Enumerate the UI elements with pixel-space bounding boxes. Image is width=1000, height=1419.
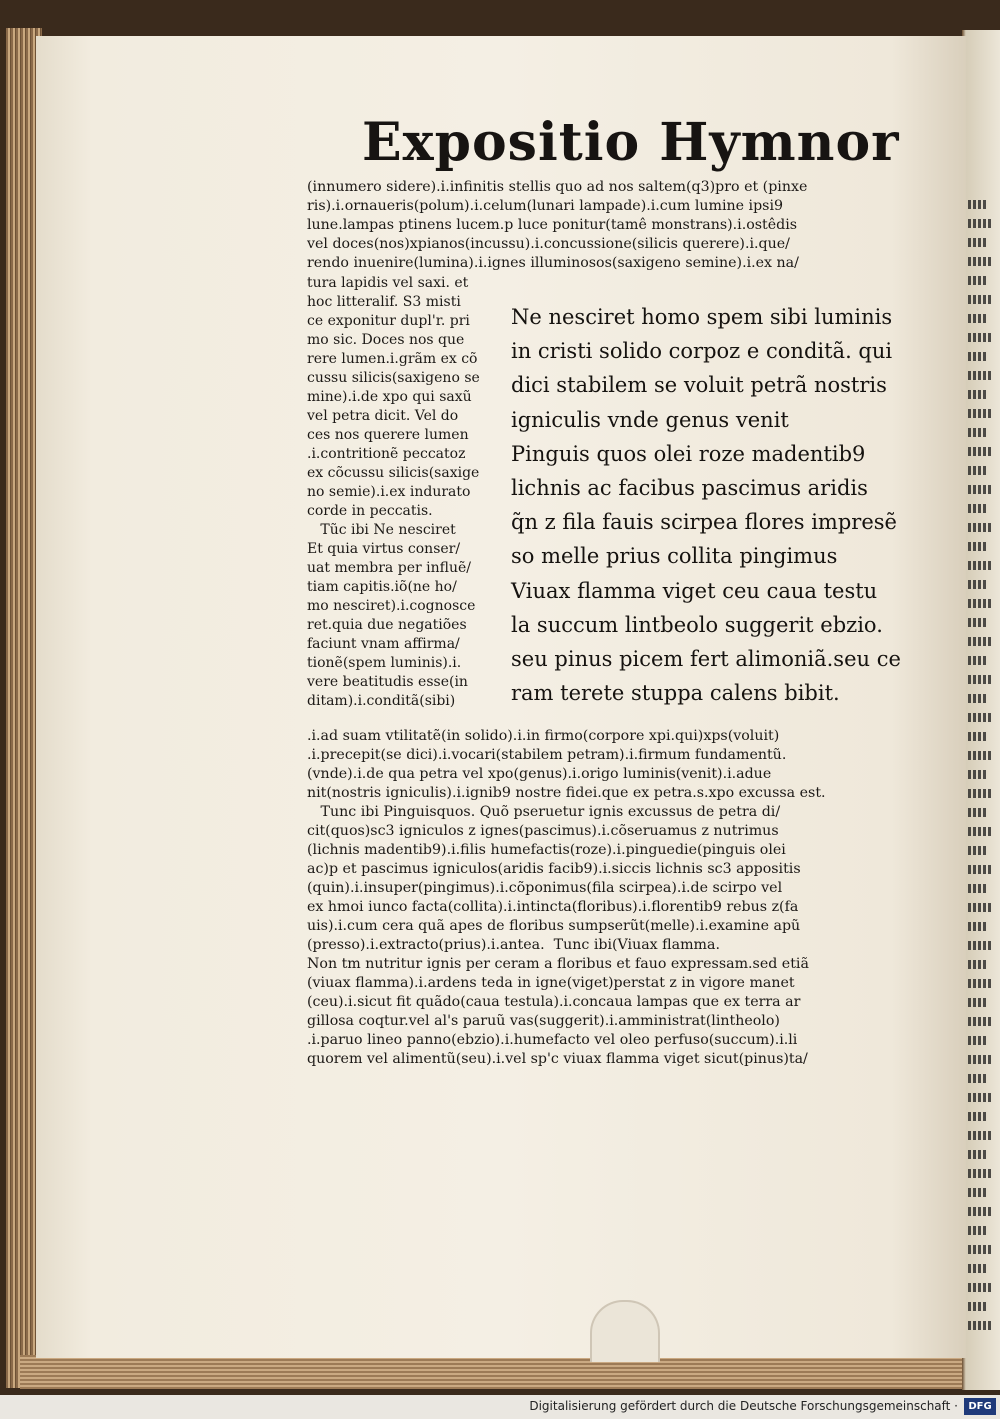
facing-page-text-fragment (968, 1150, 986, 1159)
facing-page-text-fragment (968, 485, 993, 494)
gloss-line: (vnde).i.de qua petra vel xpo(genus).i.origo luminis(venit).i.adue (307, 766, 772, 782)
gloss-line: (presso).i.extracto(prius).i.antea. Tunc ibi(Viuax flamma. (307, 937, 720, 953)
hymn-line: ram terete stuppa calens bibit. (511, 681, 840, 706)
facing-page-text-fragment (968, 808, 986, 817)
gloss-line: Tũc ibi Ne nesciret (307, 522, 456, 538)
gloss-line: ret.quia due negatiões (307, 617, 467, 633)
gloss-line: lune.lampas ptinens lucem.p luce ponitur(tamê monstrans).i.ostêdis (307, 217, 798, 233)
facing-page-text-fragment (968, 447, 993, 456)
gloss-line: ces nos querere lumen (307, 427, 469, 443)
facing-page-text-fragment (968, 523, 993, 532)
gloss-top (307, 178, 807, 273)
gloss-line: (lichnis madentib9).i.filis humefactis(roze).i.pinguedie(pinguis olei (307, 842, 786, 858)
hymn-line: lichnis ac facibus pascimus aridis (511, 476, 868, 501)
facing-page-text-fragment (968, 884, 986, 893)
gloss-line: vere beatitudis esse(in (307, 674, 468, 690)
gloss-line: tionẽ(spem luminis).i. (307, 655, 462, 671)
footer-credit: Digitalisierung gefördert durch die Deutsche Forschungsgemeinschaft · (529, 1399, 958, 1413)
facing-page-text-fragment (968, 1055, 993, 1064)
gloss-line: tura lapidis vel saxi. et (307, 275, 469, 291)
facing-page-text-fragment (968, 371, 993, 380)
gloss-line: .i.paruo lineo panno(ebzio).i.humefacto vel oleo perfuso(succum).i.li (307, 1032, 798, 1048)
gloss-line: mo sic. Doces nos que (307, 332, 465, 348)
gloss-line: uis).i.cum cera quã apes de floribus sumpserũt(melle).i.examine apũ (307, 918, 801, 934)
facing-page-text-fragment (968, 1169, 993, 1178)
gloss-line: (viuax flamma).i.ardens teda in igne(viget)perstat z in vigore manet (307, 975, 795, 991)
gloss-left-column (307, 274, 480, 711)
facing-page-edge (962, 30, 1000, 1390)
gloss-line: quorem vel alimentũ(seu).i.vel sp'c viuax flamma viget sicut(pinus)ta/ (307, 1051, 808, 1067)
book-bottom-edge (20, 1355, 970, 1389)
facing-page-text-fragment (968, 618, 986, 627)
gloss-line: gillosa coqtur.vel al's paruũ vas(suggerit).i.amministrat(lintheolo) (307, 1013, 780, 1029)
page-title: Expositio Hymnor (362, 112, 900, 173)
facing-page-text-fragment (968, 561, 993, 570)
gloss-line: ditam).i.conditã(sibi) (307, 693, 456, 709)
hymn-line: seu pinus picem fert alimoniã.seu ce (511, 647, 901, 672)
facing-page-text-fragment (968, 599, 993, 608)
facing-page-text-fragment (968, 960, 986, 969)
hymn-line: Viuax flamma viget ceu caua testu (511, 578, 878, 603)
facing-page-text-fragment (968, 656, 986, 665)
gloss-line: Et quia virtus conser/ (307, 541, 461, 557)
facing-page-text-fragment (968, 200, 986, 209)
page-clip (590, 1300, 660, 1362)
gloss-line: ris).i.ornaueris(polum).i.celum(lunari lampade).i.cum lumine ipsi9 (307, 198, 784, 214)
facing-page-text-fragment (968, 694, 986, 703)
facing-page-text-fragment (968, 276, 986, 285)
facing-page-text-fragment (968, 1131, 993, 1140)
gloss-line: (quin).i.insuper(pingimus).i.cõponimus(fila scirpea).i.de scirpo vel (307, 880, 783, 896)
facing-page-text-fragment (968, 979, 993, 988)
facing-page-text-fragment (968, 428, 986, 437)
facing-page-text-fragment (968, 998, 986, 1007)
facing-page-text-fragment (968, 1245, 993, 1254)
facing-page-text-fragment (968, 409, 993, 418)
facing-page-text-fragment (968, 504, 986, 513)
dfg-logo: DFG (964, 1398, 996, 1415)
hymn-line: q̃n z fila fauis scirpea flores impresẽ (511, 510, 897, 535)
facing-page-text-fragment (968, 846, 986, 855)
gloss-line: ex cõcussu silicis(saxige (307, 465, 480, 481)
facing-page-text-fragment (968, 1302, 986, 1311)
gloss-bottom (307, 727, 826, 1069)
gloss-line: (ceu).i.sicut fit quãdo(caua testula).i.concaua lampas que ex terra ar (307, 994, 801, 1010)
facing-page-text-fragment (968, 1264, 986, 1273)
facing-page-text-fragment (968, 1226, 986, 1235)
hymn-line: so melle prius collita pingimus (511, 544, 838, 569)
facing-page-text-fragment (968, 770, 986, 779)
facing-page-text-fragment (968, 238, 986, 247)
facing-page-text-fragment (968, 542, 986, 551)
gloss-line: rere lumen.i.grãm ex cõ (307, 351, 478, 367)
facing-page-text-fragment (968, 789, 993, 798)
facing-page-text-fragment (968, 1074, 986, 1083)
facing-page-text-fragment (968, 295, 993, 304)
facing-page-text-fragment (968, 352, 986, 361)
facing-page-text-fragment (968, 390, 986, 399)
facing-page-text-fragment (968, 1093, 993, 1102)
gloss-line: no semie).i.ex indurato (307, 484, 471, 500)
gloss-line: .i.precepit(se dici).i.vocari(stabilem petram).i.firmum fundamentũ. (307, 747, 787, 763)
facing-page-text-fragment (968, 637, 993, 646)
gloss-line: mo nesciret).i.cognosce (307, 598, 476, 614)
gloss-line: hoc litteralif. S3 misti (307, 294, 461, 310)
facing-page-text-fragment (968, 1283, 993, 1292)
hymn-line: in cristi solido corpoz e conditã. qui (511, 339, 893, 364)
gloss-line: uat membra per influẽ/ (307, 560, 471, 576)
facing-page-text-fragment (968, 827, 993, 836)
gloss-line: tiam capitis.iõ(ne ho/ (307, 579, 457, 595)
gloss-line: corde in peccatis. (307, 503, 433, 519)
facing-page-text-fragment (968, 1188, 986, 1197)
facing-page-text-fragment (968, 314, 986, 323)
gloss-line: .i.contritionẽ peccatoz (307, 446, 466, 462)
gloss-line: Tunc ibi Pinguisquos. Quõ pseruetur ignis excussus de petra di/ (307, 804, 781, 820)
footer-bar (0, 1395, 1000, 1419)
gloss-line: ac)p et pascimus igniculos(aridis facib9).i.siccis lichnis sc3 appositis (307, 861, 801, 877)
facing-page-text-fragment (968, 1017, 993, 1026)
facing-page-text-fragment (968, 941, 993, 950)
gloss-line: cit(quos)sc3 igniculos z ignes(pascimus).i.cõseruamus z nutrimus (307, 823, 779, 839)
gloss-line: nit(nostris igniculis).i.ignib9 nostre fidei.que ex petra.s.xpo excussa est. (307, 785, 826, 801)
gloss-line: vel petra dicit. Vel do (307, 408, 459, 424)
facing-page-text-fragment (968, 865, 993, 874)
hymn-line: dici stabilem se voluit petrã nostris (511, 373, 887, 398)
facing-page-text-fragment (968, 1036, 986, 1045)
hymn-line: la succum lintbeolo suggerit ebzio. (511, 612, 883, 637)
facing-page-text-fragment (968, 675, 993, 684)
facing-page-text-fragment (968, 580, 986, 589)
gloss-line: (innumero sidere).i.infinitis stellis quo ad nos saltem(q3)pro et (pinxe (307, 179, 808, 195)
facing-page-text-fragment (968, 903, 993, 912)
facing-page-text-fragment (968, 713, 993, 722)
hymn-line: Ne nesciret homo spem sibi luminis (511, 305, 893, 329)
facing-page-text-fragment (968, 1207, 993, 1216)
facing-page-text-fragment (968, 333, 993, 342)
hymn-line: Pinguis quos olei roze madentib9 (511, 441, 866, 466)
gloss-line: rendo inuenire(lumina).i.ignes illuminosos(saxigeno semine).i.ex na/ (307, 255, 799, 271)
facing-page-text-fragment (968, 751, 993, 760)
facing-page-text-fragment (968, 466, 986, 475)
gloss-line: cussu silicis(saxigeno se (307, 370, 480, 386)
facing-page-text-fragment (968, 1321, 993, 1330)
gloss-line: .i.ad suam vtilitatẽ(in solido).i.in firmo(corpore xpi.qui)xps(voluit) (307, 728, 780, 744)
facing-page-text-fragment (968, 922, 986, 931)
gloss-line: Non tm nutritur ignis per ceram a floribus et fauo expressam.sed etiã (307, 956, 809, 972)
gloss-line: ce exponitur dupl'r. pri (307, 313, 470, 329)
facing-page-text-fragment (968, 1112, 986, 1121)
gloss-line: faciunt vnam affirma/ (307, 636, 460, 652)
gloss-line: mine).i.de xpo qui saxũ (307, 389, 472, 405)
facing-page-text-fragment (968, 219, 993, 228)
gloss-line: vel doces(nos)xpianos(incussu).i.concussione(silicis querere).i.que/ (307, 236, 790, 252)
facing-page-text-fragment (968, 732, 986, 741)
hymn-line: igniculis vnde genus venit (511, 407, 789, 432)
facing-page-text-fragment (968, 257, 993, 266)
gloss-line: ex hmoi iunco facta(collita).i.intincta(floribus).i.florentib9 rebus z(fa (307, 899, 799, 915)
main-text (511, 300, 901, 710)
